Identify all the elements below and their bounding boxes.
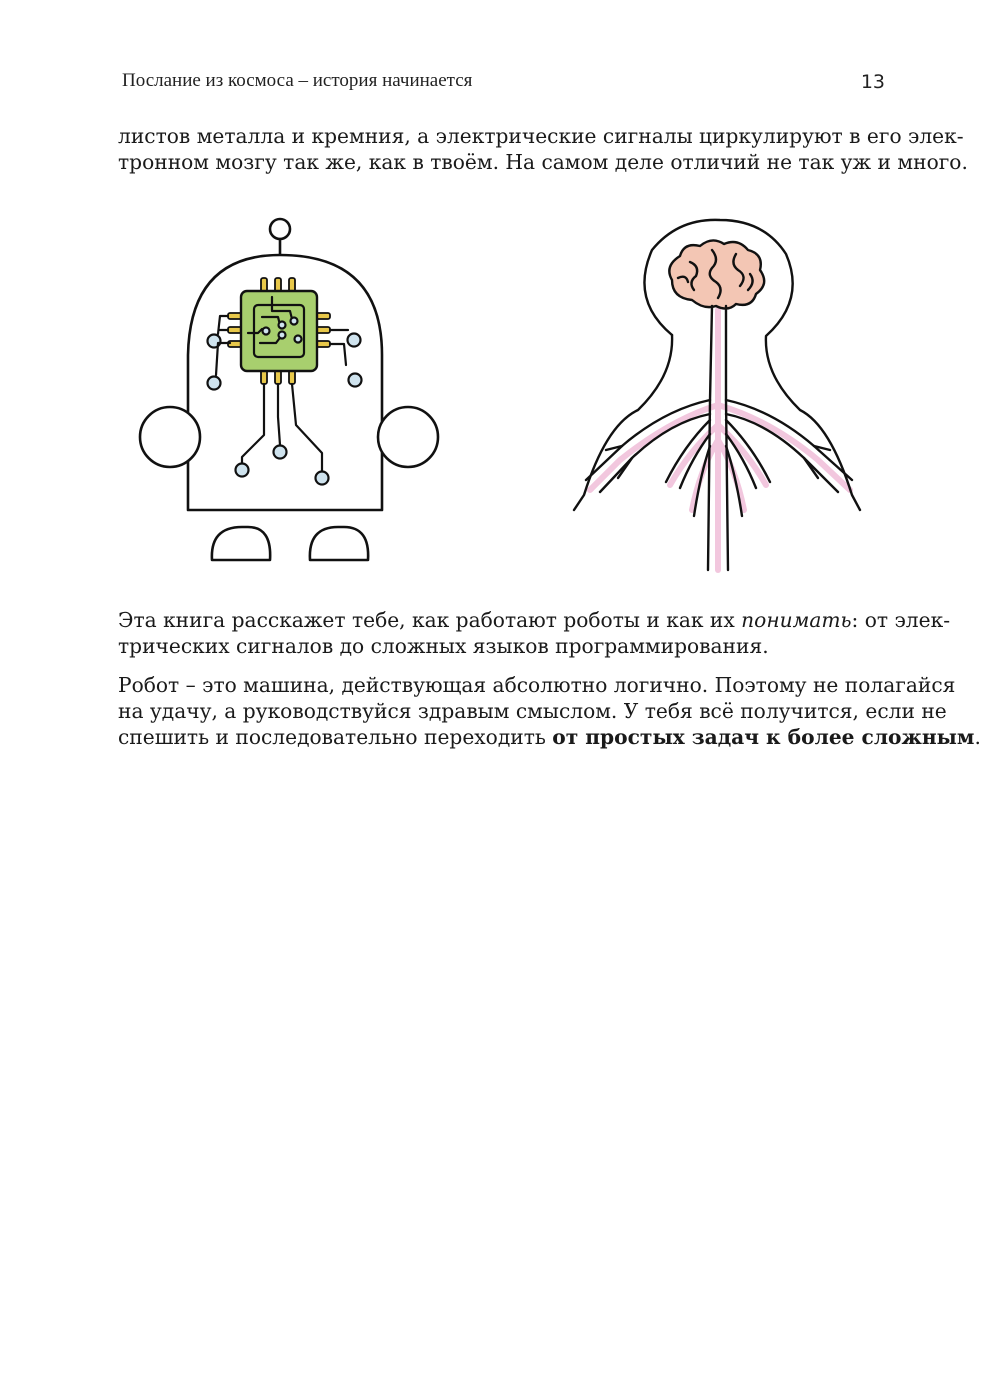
bold-simple-to-complex: от простых задач к более сложным <box>552 725 975 749</box>
page-number: 13 <box>860 71 885 93</box>
paragraph-line: трических сигналов до сложных языков программирования. <box>118 634 769 658</box>
paragraph-line: Робот – это машина, действующая абсолютно логично. Поэтому не полагайся <box>118 673 956 697</box>
paragraph-line: тронном мозгу так же, как в твоём. На самом деле отличий не так уж и много. <box>118 150 968 174</box>
paragraph-book-overview <box>118 607 951 659</box>
paragraph-line: на удачу, а руководствуйся здравым смыслом. У тебя всё получится, если не <box>118 699 947 723</box>
robot-with-chip-icon <box>130 205 450 575</box>
paragraph-line: листов металла и кремния, а электрические сигналы циркулируют в его элек- <box>118 124 964 148</box>
text-run: Эта книга расскажет тебе, как работают роботы и как их <box>118 608 742 632</box>
running-title: Послание из космоса – история начинается <box>122 70 473 91</box>
text-run: . <box>974 725 981 749</box>
paragraph-intro-continuation <box>118 123 968 175</box>
paragraph-line <box>118 724 981 750</box>
paragraph-robot-logic <box>118 672 981 750</box>
text-run: : от элек- <box>851 608 951 632</box>
text-run: спешить и последовательно переходить <box>118 725 553 749</box>
emphasis-understand: понимать <box>741 608 852 632</box>
human-nervous-system-icon <box>560 210 880 575</box>
paragraph-line <box>118 607 951 633</box>
